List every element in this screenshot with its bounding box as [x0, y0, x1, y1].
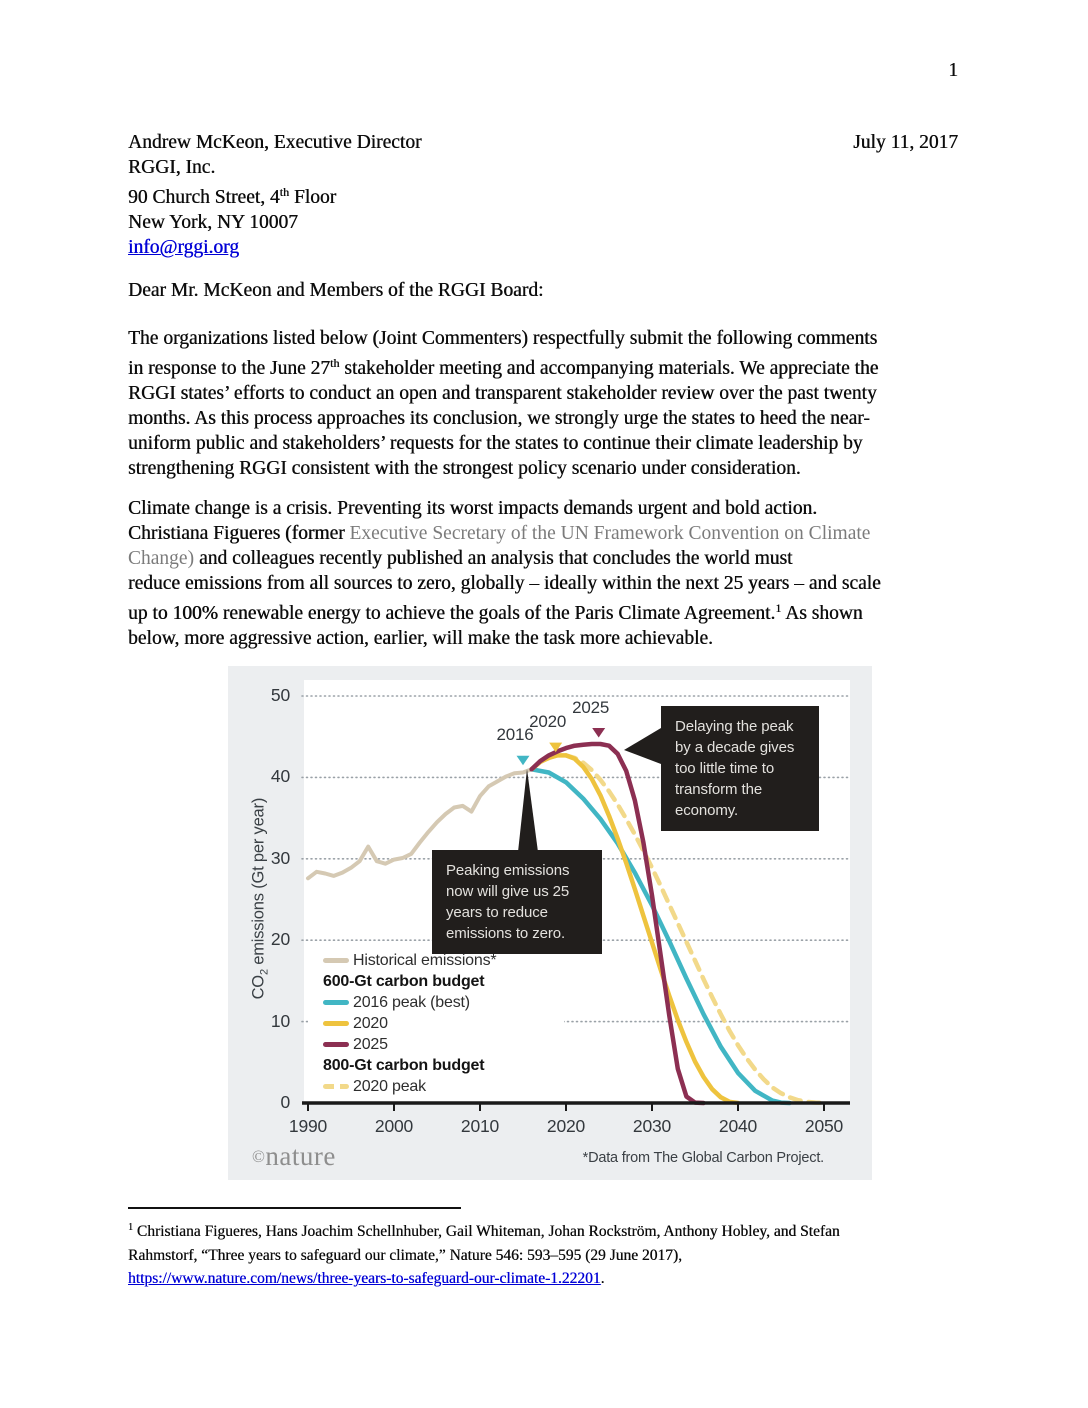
x-tick-label: 2020 — [546, 1116, 586, 1136]
legend-item-2025: 2025 — [323, 1034, 573, 1055]
annotation-peaking-emissions: Peaking emissions now will give us 25 years to reduce emissions to zero. — [432, 850, 602, 954]
x-tick-label: 2050 — [804, 1116, 844, 1136]
legend-item-historical: Historical emissions* — [323, 950, 573, 971]
quoted-title-text: Change) — [128, 548, 195, 569]
teal-line-swatch — [323, 1000, 349, 1005]
legend-header-800gt: 800-Gt carbon budget — [323, 1057, 485, 1074]
recipient-city-line: New York, NY 10007 — [128, 212, 298, 233]
y-tick-label: 10 — [270, 1010, 290, 1031]
y-tick-label: 30 — [270, 847, 290, 868]
recipient-name-line: Andrew McKeon, Executive Director — [128, 132, 422, 153]
recipient-street-line: 90 Church Street, 4th Floor — [128, 185, 337, 208]
y-tick-label: 20 — [270, 929, 290, 950]
annotation-delaying-peak: Delaying the peak by a decade gives too little time to transform the economy. — [661, 706, 819, 831]
x-tick-label: 2030 — [632, 1116, 672, 1136]
y-tick-label: 50 — [270, 685, 290, 705]
legend-item-2016-peak: 2016 peak (best) — [323, 992, 573, 1013]
historical-line-swatch — [323, 958, 349, 963]
yellow-line-swatch — [323, 1021, 349, 1026]
paragraph-1: The organizations listed below (Joint Commenters) respectfully submit the following comments in response to the June 27th stakeholder meeting and accompanying materials. We appreciate the RGGI states’ efforts to conduct an open and transparent stakeholder review over the past twenty months. As this process approaches its conclusion, we strongly urge the states to heed the near- uniform public and stakeholders’ requests for the states to continue their climate leadership by strengthening RGGI consistent with the strongest policy scenario under consideration. — [128, 328, 879, 479]
page-number: 1 — [948, 60, 958, 81]
ordinal-superscript: th — [279, 185, 289, 199]
recipient-address-block — [128, 130, 421, 260]
peak-year-label: 2016 — [496, 725, 534, 745]
salutation: Dear Mr. McKeon and Members of the RGGI Board: — [128, 280, 544, 301]
legend-header-600gt: 600-Gt carbon budget — [323, 973, 485, 990]
peak-year-label: 2020 — [529, 712, 567, 732]
subscript-2: 2 — [258, 969, 271, 976]
footnote-reference: 1 — [775, 601, 782, 615]
footnote-separator — [128, 1207, 461, 1209]
recipient-org-line: RGGI, Inc. — [128, 157, 216, 178]
legend-item-2020-peak-800: 2020 peak — [323, 1076, 573, 1097]
email-link[interactable]: info@rggi.org — [128, 237, 239, 258]
y-tick-label: 0 — [280, 1092, 290, 1112]
x-tick-label: 2010 — [460, 1116, 500, 1136]
paragraph-2: Climate change is a crisis. Preventing its worst impacts demands urgent and bold action. Christiana Figueres (former Executive Secretary of the UN Framework Convention on Climate Change) and colleagues recently published an analysis that concludes the world must reduce emissions from all sources to zero, globally – ideally within the next 25 years – and scale up to 100% renewable energy to achieve the goals of the Paris Climate Agreement.$^1$ As shown below, more aggressive action, earlier, will make the task more achievable. — [128, 498, 881, 649]
dashed-line-swatch — [323, 1084, 349, 1089]
footnote: $^1$ Christiana Figueres, Hans Joachim Schellnhuber, Gail Whiteman, Johan Rockström, Anthony Hobley, and Stefan Rahmstorf, “Three years to safeguard our climate,” Nature 546: 593–595 (29 June 2017), https://www.nature.com/news/three-years-to-safeguard-our-climate-1.22201. — [128, 1222, 840, 1287]
x-tick-label: 2040 — [718, 1116, 758, 1136]
letter-date: July 11, 2017 — [853, 132, 958, 153]
copyright-icon: © — [252, 1147, 266, 1166]
nature-logo: ©nature — [252, 1141, 336, 1171]
maroon-line-swatch — [323, 1042, 349, 1047]
x-tick-label: 1990 — [288, 1116, 328, 1136]
footnote-url-link[interactable]: https://www.nature.com/news/three-years-to-safeguard-our-climate-1.22201 — [128, 1270, 601, 1287]
chart-legend — [323, 950, 573, 1097]
y-axis-title: $CO_2$ emissions (Gt per year) — [249, 797, 271, 1000]
ordinal-superscript: th — [330, 356, 340, 370]
peak-year-label: 2025 — [572, 697, 610, 717]
legend-item-2020: 2020 — [323, 1013, 573, 1034]
quoted-title-text: Executive Secretary of the UN Framework Convention on Climate — [349, 523, 871, 544]
data-source-note: *Data from The Global Carbon Project. — [582, 1150, 824, 1166]
footnote-number: 1 — [128, 1222, 133, 1233]
x-tick-label: 2000 — [374, 1116, 414, 1136]
chart-overlay — [228, 666, 872, 1180]
emissions-chart-figure — [228, 666, 872, 1180]
y-tick-label: 40 — [270, 766, 290, 787]
